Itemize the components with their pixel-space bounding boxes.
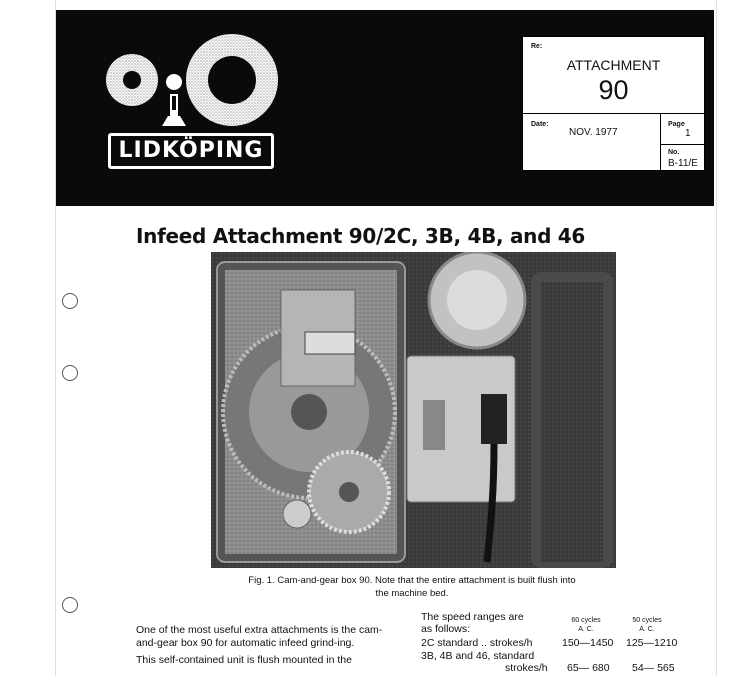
row-3b-60: 65— 680 bbox=[567, 662, 610, 674]
date-value: NOV. 1977 bbox=[569, 127, 618, 138]
re-label: Re: bbox=[531, 43, 543, 50]
row-2c-50: 125—1210 bbox=[626, 637, 678, 649]
row-2c-label: 2C standard .. strokes/h bbox=[421, 637, 533, 649]
punch-hole bbox=[62, 293, 78, 309]
document-number: B-11/E bbox=[668, 158, 698, 169]
date-label: Date: bbox=[531, 121, 549, 128]
speed-intro-line-1: The speed ranges are bbox=[421, 611, 524, 623]
punch-hole bbox=[62, 365, 78, 381]
document-info-box bbox=[522, 36, 705, 171]
punch-hole bbox=[62, 597, 78, 613]
figure-caption bbox=[212, 574, 612, 600]
row-3b-50: 54— 565 bbox=[632, 662, 675, 674]
row-3b-label-line-2: strokes/h bbox=[505, 662, 548, 674]
body-text bbox=[136, 624, 396, 667]
row-2c-60: 150—1450 bbox=[562, 637, 614, 649]
speed-intro-line-2: as follows: bbox=[421, 623, 471, 635]
number-label: No. bbox=[668, 149, 680, 156]
page-value: 1 bbox=[685, 128, 691, 139]
paragraph-2-start: This self-contained unit is flush mounted in the bbox=[136, 654, 352, 666]
attachment-title: ATTACHMENT bbox=[566, 57, 661, 73]
attachment-number: 90 bbox=[598, 75, 629, 105]
paragraph-1: One of the most useful extra attachments is the cam-and-gear box 90 for automatic infeed grind-ing. bbox=[136, 624, 383, 649]
caption-line-1: Fig. 1. Cam-and-gear box 90. Note that the entire attachment is built flush into bbox=[248, 575, 576, 586]
page-label: Page bbox=[668, 121, 685, 128]
caption-line-2: the machine bed. bbox=[375, 588, 449, 599]
row-3b-label-line-1: 3B, 4B and 46, standard bbox=[421, 650, 535, 662]
col-60-header: 60 cycles A. C. bbox=[571, 617, 601, 633]
page-title: Infeed Attachment 90/2C, 3B, 4B, and 46 bbox=[136, 224, 586, 248]
brand-name: LIDKÖPING bbox=[108, 133, 274, 169]
col-50-header: 50 cycles A. C. bbox=[632, 617, 662, 633]
cam-gear-box-photo bbox=[211, 252, 616, 568]
